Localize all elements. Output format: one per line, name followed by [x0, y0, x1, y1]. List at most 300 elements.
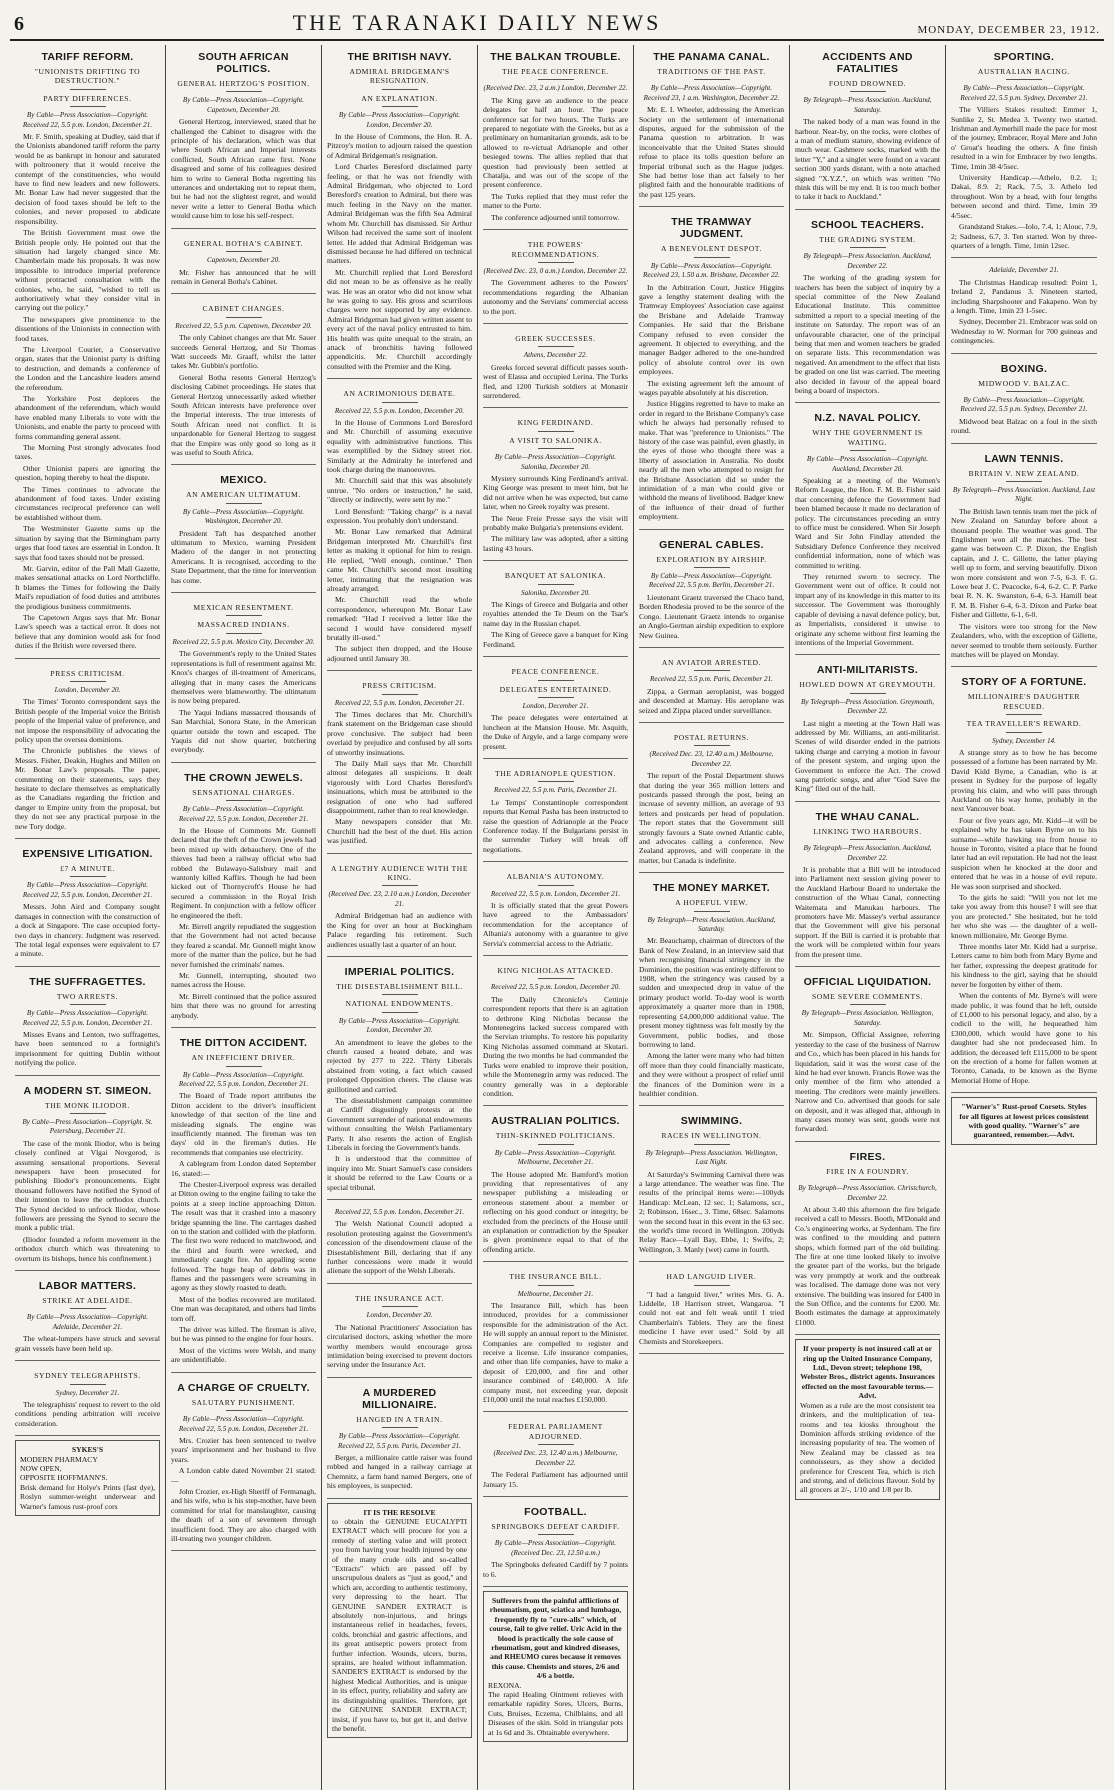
article-dateline: Received 22, 5.5 p.m. Paris, December 21.	[494, 786, 617, 795]
article	[639, 210, 784, 529]
article-paragraph: Four or five years ago, Mr. Kidd—it will be explained why he has taken Byrne on to his surname—while hawking tea from house to house in Toronto, visited a place that he found later had an evil reputation. He had not the least suspicion when he knocked at the door and entered that he was in a house of evil repute. He was soon surprised and shocked.	[951, 815, 1097, 891]
article-headline: THE CROWN JEWELS.	[184, 771, 303, 784]
article-headline: MEXICO.	[220, 474, 267, 487]
article-headline: A MODERN ST. SIMEON.	[23, 1084, 152, 1097]
article-subheading: STRIKE AT ADELAIDE.	[15, 1296, 160, 1309]
article-headline: THE PANAMA CANAL.	[653, 51, 770, 63]
advertisement-text: REXONA.	[488, 1680, 522, 1690]
advertisement-text: The rapid Healing Ointment relieves with remarkable rapidity Sores, Ulcers, Burns, Cuts, Bruises, Eczema, Chilblains, and all Diseases of the skin. Sold in triangular pots at 1s 6d and 3s. Obtainable everywhere.	[488, 1690, 623, 1737]
article-dateline: By Cable—Press Association—Copyright. London, December 20.	[338, 1016, 461, 1035]
article-headline: THE BALKAN TROUBLE.	[490, 51, 621, 63]
column	[790, 45, 946, 1790]
article-subheading: MILLIONAIRE'S DAUGHTER RESCUED.	[951, 692, 1097, 715]
article-subheading: FEDERAL PARLIAMENT ADJOURNED.	[483, 1422, 628, 1445]
article-subheading: HOWLED DOWN AT GREYMOUTH.	[795, 680, 940, 693]
article	[951, 447, 1097, 668]
article-subheading: AN INEFFICIENT DRIVER.	[171, 1053, 316, 1066]
article-subheading: BANQUET AT SALONIKA.	[483, 571, 628, 584]
article-paragraph: Speaking at a meeting of the Women's Reform League, the Hon. F. M. B. Fisher said that concerning defence the Government had been blamed because it made no declaration of policy. The circumstances preceding an entry to office must be considered. When Sir Joseph Ward and Sir John Findlay attended the Subsidiary Defence Conference they received confidential information, none of which was committed to writing.	[795, 476, 940, 570]
article-headline: THE BRITISH NAVY.	[347, 51, 452, 63]
article	[795, 970, 940, 1142]
advertisement-text: IT IS THE RESOLVE	[363, 1507, 436, 1517]
article	[15, 45, 160, 659]
article-paragraph: The existing agreement left the amount of wages payable absolutely at his discretion.	[639, 378, 784, 397]
article-paragraph: The disestablishment campaign committee at Cardiff disgustingly protests at the Government surrender of national endowments without consulting the Welsh Parliamentary Party. It also resents the action of English Liberals in forcing the Government's hands.	[327, 1095, 472, 1152]
article-dateline: Sydney, December 14.	[992, 736, 1056, 745]
article-dateline: By Cable—Press Association—Copyright. Melbourne, December 21.	[494, 1148, 617, 1167]
article-headline: ANTI-MILITARISTS.	[816, 664, 919, 677]
article-paragraph: Mr. Churchill said that this was absolutely untrue. "No orders or instruction," he said, "directly or indirectly, were sent by me."	[327, 476, 472, 505]
article-subheading: POSTAL RETURNS.	[639, 733, 784, 746]
article-paragraph: The British lawn tennis team met the pick of New Zealand on Saturday before about a thousand people. The weather was good. The Englishmen won all the matches. The best game was between C. P. Dixon, the English captain, and J. C. Gillette, the latter playing well up to form, and serving beautifully. Dixon won more consistent and won 7-5, 6-3. F. G. Lowe beat J. C. Peacocke, 6-4, 6-2. C. P. Parke beat R. N. K. Swanston, 6-4, 6-3. Hamill beat F. M. B. Fisher 6-4, 6-3. Dixon and Parke beat Fisher and Gillette, 6-1, 6-0.	[951, 506, 1097, 620]
article	[171, 1376, 316, 1552]
article-dateline: Received 22, 5.5 p.m. Mexico City, December 20.	[172, 637, 315, 646]
article-paragraph: Lord Beresford: "Taking charge" is a naval expression. You probably don't understand.	[327, 506, 472, 526]
article-subheading: GREEK SUCCESSES.	[483, 334, 628, 347]
article-paragraph: The King gave an audience to the peace delegates for half an hour. The peace conference sat for two hours. The Turks are prepared to negotiate with the Greeks, but as a preliminary on humanitarian grounds, ask to be allowed to re-victual Adrianople and other besieged towns. The allies replied that that question had previously been settled at Chatalja, and was out of the scope of the present conference.	[483, 95, 628, 190]
article-dateline: By Cable—Press Association—Copyright. Washington, December 20.	[182, 507, 305, 526]
article-paragraph: Mr. Fisher has announced that he will remain in General Botha's Cabinet.	[171, 267, 316, 286]
article-paragraph: Lord Charles Beresford disclaimed party feeling, or that he was not friendly with Admiral Bridgeman, who objected to Lord Beresford's creation to Admiral, but there was much feeling in the Navy on the matter. Admiral Bridgeman was the fifth Sea Admiral whom Mr. Churchill has dismissed. Sir Arthur Wilson had received the same sort of insolent letter. He added that Admiral Bridgeman was dismissed because he had differed on technical matters.	[327, 162, 472, 266]
article	[171, 468, 316, 593]
article-paragraph: Mr. Birrell angrily repudiated the suggestion that the Government had not acted because they feared a scandal. Mr. Gunnell might know more of the matter than the police, but he had never furnished the criminals' names.	[171, 922, 316, 969]
article-dateline: By Telegraph—Press Association. Auckland, Last Night.	[952, 486, 1096, 504]
article-paragraph: Mr. Gunnell, interrupting, shouted two names across the House.	[171, 971, 316, 990]
article-dateline: (Received Dec. 23, 12.40 a.m.) Melbourne, December 22.	[493, 1449, 618, 1467]
article-subheading: THE PEACE CONFERENCE.	[483, 67, 628, 80]
article-paragraph: They returned sworn to secrecy. The Government went out of office. It could not impart any of its knowledge in this matter to its successor. The Government was thoroughly capable of devising a naval defence policy, but, as Imperialists, considered it unwise to originate any scheme without first learning the intentions of the Imperial Government.	[795, 572, 940, 647]
article-subheading: LINKING TWO HARBOURS.	[795, 827, 940, 840]
article-paragraph: The Chronicle publishes the views of Messrs. Fisher, Deakin, Hughes and Millen on Mr. Bonar Law's proposals. The paper, commenting on their statements, says they hesitate to declare themselves as emphatically as the Canadians regarding the friction and danger to Empire unity from the proposal, but they do not see any practical purpose in the new Tory dodge.	[15, 746, 160, 831]
article-headline: STORY OF A FORTUNE.	[961, 676, 1087, 689]
article-subheading: £7 A MINUTE.	[15, 864, 160, 877]
article	[639, 1109, 784, 1262]
article-dateline: By Cable—Press Association—Copyright. Received 22, 5.5 p.m. London, December 21.	[22, 111, 153, 129]
article	[15, 970, 160, 1076]
article	[171, 232, 316, 295]
article	[483, 411, 628, 561]
article-subheading: PEACE CONFERENCE.	[483, 667, 628, 680]
article	[171, 45, 316, 229]
article-paragraph: Most of the bodies recovered are mutilated. One man was decapitated, and others had limbs torn off.	[171, 1294, 316, 1323]
article	[639, 651, 784, 723]
article-headline: FOOTBALL.	[524, 1505, 587, 1518]
article-paragraph: Misses Evans and Lenton, two suffragettes, have been sentenced to a fortnight's imprisonment for quitting Dublin without notifying the police.	[15, 1029, 160, 1068]
article	[951, 357, 1097, 444]
article-subheading: HAD LANGUID LIVER.	[639, 1272, 784, 1285]
advertisement	[951, 1097, 1097, 1145]
article-paragraph: Messrs. John Aird and Company sought damages in connection with the construction of a dock at Singapore. The case occupied forty-two days in chancery. Judgment was reserved. The total legal expenses were equivalent to £7 a minute.	[15, 902, 160, 959]
article-subheading: SOME SEVERE COMMENTS.	[795, 992, 940, 1005]
article-paragraph: The Christmas Handicap resulted: Point 1, Ireland 2, Pandanus 3. Nineteen started, including Sharpshooter and Fakapeno. Won by a length. Time, 1min 23 1-5sec.	[951, 277, 1097, 315]
article	[327, 1203, 472, 1284]
article-paragraph: Mrs. Crozier has been sentenced to twelve years' imprisonment and her husband to five years.	[171, 1435, 316, 1464]
article-headline: SOUTH AFRICAN POLITICS.	[198, 51, 289, 75]
article-paragraph: Many newspapers consider that Mr. Churchill had the best of the duel. His action was justified.	[327, 817, 472, 846]
article-headline: THE DITTON ACCIDENT.	[179, 1037, 308, 1050]
article-subheading: AUSTRALIAN RACING.	[951, 67, 1097, 80]
article-paragraph: John Crozier, ex-High Sheriff of Fermanagh, and his wife, who is his step-mother, have been committed for trial for manslaughter, causing the death of a son of seventeen through insufficient food. They are also charged with ill-treating two younger children.	[171, 1486, 316, 1543]
article-paragraph: Mr. Churchill read the whole correspondence, whereupon Mr. Bonar Law remarked: "Had I received a letter like the second I would have considered myself brutally ill-used."	[327, 595, 472, 642]
article-paragraph: The Villiers Stakes resulted: Emmer 1, Sunlike 2, St. Medea 3. Twenty two started. Irishman and Aymerhill made the pace for most of the journey, Embracer, Royal Mere and John o' Groat's heading the others. A fine finish resulted in a win for Embracer by two lengths. Time, 1min 38 4/5sec.	[951, 105, 1097, 171]
article-headline: BOXING.	[1000, 362, 1048, 375]
article	[951, 45, 1097, 258]
article-dateline: By Cable—Press Association—Copyright. Received 22, 5.5 p.m. London, December 21.	[22, 881, 153, 899]
article-subheading: AN ACRIMONIOUS DEBATE.	[327, 389, 472, 402]
article-dateline: (Received Dec. 23, 0 a.m.) London, December 22.	[483, 266, 628, 275]
article	[639, 1265, 784, 1354]
article-headline: SCHOOL TEACHERS.	[810, 218, 925, 231]
article-paragraph: The visitors were too strong for the New Zealanders, who, with the exception of Gillette, never seemed to trouble them seriously. Further matches will be played on Monday.	[951, 621, 1097, 659]
article-dateline: By Cable—Press Association—Copyright. Received 23, 1.50 a.m. Brisbane, December 22.	[643, 261, 780, 280]
column	[10, 45, 166, 1790]
article-dateline: By Cable—Press Association—Copyright. St. Petersburg, December 21.	[22, 1117, 153, 1136]
article-subheading: FOUND DROWNED.	[795, 79, 940, 92]
article-paragraph: The Board of Trade report attributes the Ditton accident to the driver's insufficient knowledge of that section of the line and misleading signals. The engine was insufficiently manned. The fireman was ten days' old in the fireman's duties. He recommends that companies use electricity.	[171, 1091, 316, 1157]
article-dateline: Received 22, 5.5 p.m. London, December 21.	[334, 1208, 465, 1217]
article-dateline: London, December 20.	[54, 685, 121, 694]
article-paragraph: The Times' Toronto correspondent says the British people of the Imperial voice the British people of the Imperial value of preference, and not impose the responsibility of advocating the policy upon the oversea dominions.	[15, 697, 160, 744]
article-paragraph: Other Unionist papers are ignoring the question, hoping thereby to heal the dispute.	[15, 463, 160, 483]
article-headline: FIRES.	[849, 1150, 886, 1163]
article-paragraph: Mr. Beauchamp, chairman of directors of the Bank of New Zealand, in an interview said that when recognising financial stringency in the Dominion, the position was entirely different to 1908, when the stringency was caused by a sudden and unexpected drop in value of the primary product world. To-day wool is worth approximately a quarter more than in 1908, representing £4,000,000 additional value. The present money tightness was felt mostly by the Government, public bodies, and those borrowing to land.	[639, 936, 784, 1049]
article-paragraph: The Turks replied that they must refer the matter to the Porte.	[483, 191, 628, 211]
article-paragraph: The working of the grading system for teachers has been the subject of inquiry by a special committee of the New Zealand Educational Institute. This committee submitted a report to a special meeting of the institute on Saturday. The report was of an unfavourable character, one of the principal being that men and women teachers be graded on separate lists. This recommendation was negatived. An amendment to the effect that lists be graded on one list was carried. The meeting also decided in favour of the appeal board being a board of inspectors.	[795, 273, 940, 395]
article-headline: THE WHAU CANAL.	[815, 810, 920, 823]
article-paragraph: President Taft has despatched another ultimatum to Mexico, warning President Madero of the danger in not protecting Americans. It is recognised, according to the State Department, that the time for intervention has come.	[171, 528, 316, 585]
article	[483, 865, 628, 956]
article-subheading: PRESS CRITICISM.	[327, 681, 472, 694]
article-subheading: ALBANIA'S AUTONOMY.	[483, 872, 628, 885]
article	[15, 662, 160, 840]
article-paragraph: Justice Higgins regretted to have to make an order in regard to the Brisbane Company's case which he always had personally refused to make. That was "preference to Unionists." The history of the case was painful, even ghastly, in the eyes of those who thought there was a liberty of association in Australia. No doubt nearly all the men who attempted to resign for the Brisbane Association did so under the intimidation of a man who could give or withhold the means of livelihood. Badger knew of the influence of their dread of further employment.	[639, 399, 784, 522]
article-subheading: CABINET CHANGES.	[171, 304, 316, 317]
article-paragraph: The driver was killed. The fireman is alive, but he was pinned to the engine for four hours.	[171, 1325, 316, 1344]
article	[795, 213, 940, 404]
article-subheading: THE ADRIANOPLE QUESTION.	[483, 769, 628, 782]
article-paragraph: In the Arbitration Court, Justice Higgins gave a lengthy statement dealing with the Tramway Employees' Association case against the Brisbane and Adelaide Tramway Companies. He said that the Brisbane Company refused to even consider the agreement. It objected to everything, and the manager Badger adhered to the one-hundred policy of absolute control over its own employees.	[639, 282, 784, 377]
article-paragraph: The Daily Chronicle's Cettinje correspondent reports that there is an agitation to dethrone King Nicholas because the Montenegrins lacked success compared with the Servian triumphs. To restore his popularity King Nicholas assumed command at Skutari. During the two months he had commanded the Turks were enabled to improve their position, while the Montenegrin army was reduced. The country generally was in a deplorable condition.	[483, 994, 628, 1098]
article	[639, 876, 784, 1106]
article-headline: A CHARGE OF CRUELTY.	[177, 1381, 310, 1394]
article-paragraph: Grandstand Stakes.—Iolo, 7.4, 1; Alouc, 7.9, 2; Sadness, 6.7, 3. Ten started. Won by three-quarters of a length. Time, 1min 12sec.	[951, 222, 1097, 250]
article-paragraph: The Government's reply to the United States representations is full of resentment against Mr. Knox's charges of ill-treatment of Americans, alleging that in many cases the Americans themselves were blameworthy. The ultimatum is now being prepared.	[171, 649, 316, 706]
article-dateline: By Telegraph—Press Association. Auckland, December 22.	[803, 844, 932, 862]
article	[327, 382, 472, 671]
article-dateline: London, December 20.	[366, 1311, 433, 1320]
article	[171, 766, 316, 1028]
article	[795, 45, 940, 210]
article	[483, 762, 628, 862]
article-headline: LABOR MATTERS.	[38, 1280, 137, 1293]
article-paragraph: The House adopted Mr. Bamford's motion providing that representatives of any newspaper publishing a misleading or erroneous statement about a member or reflecting on his good conduct or integrity, be excluded from the precincts of the House until an explanation or contradiction by the Speaker is given prominence equal to that of the offending article.	[483, 1169, 628, 1254]
article	[795, 1145, 940, 1336]
article-dateline: Melbourne, December 21.	[517, 1289, 594, 1298]
article-dateline: By Cable—Press Association—Copyright. Received 22, 5.5 p.m. London, December 21.	[178, 1415, 309, 1433]
article-paragraph: The Yaqui Indians massacred thousands of San Marchial, Sonora State, in the American quarter outside the town and escaped. The Yaquis did not show quarter, butchering everybody.	[171, 707, 316, 755]
advertisement-text: NOW OPEN,	[20, 1463, 62, 1473]
article-paragraph: The peace delegates were entertained at luncheon at the Mansion House. Mr. Asquith, the Duke of Argyle, and a large company were present.	[483, 713, 628, 751]
article	[483, 1500, 628, 1587]
article-dateline: Received 22, 5.5 p.m. Paris, December 21.	[650, 675, 773, 684]
article-paragraph: It is understood that the committee of inquiry into Mr. Stuart Samuel's case considers it should be referred to the Law Courts or a special tribunal.	[327, 1154, 472, 1192]
article-paragraph: The Welsh National Council adopted a resolution protesting against the Government's concession of the disendowment clause of the Disestablishment Bill, declaring that if any further concessions were made it would alienate the support of the Welsh Liberals.	[327, 1219, 472, 1276]
column	[166, 45, 322, 1790]
article-subheading: A LENGTHY AUDIENCE WITH THE KING.	[327, 864, 472, 887]
article	[483, 233, 628, 324]
article-dateline: (Received Dec. 23, 2 a.m.) London, December 22.	[483, 84, 628, 93]
article-subheading: SALUTARY PUNISHMENT.	[171, 1398, 316, 1411]
article-subheading: AN AVIATOR ARRESTED.	[639, 658, 784, 671]
article-paragraph: To the girls he said: "Will you not let me take you away from this house? I will see that you are protected." She hesitated, but he told her who she was — the daughter of a well-known millionaire, Mr. George Byrne.	[951, 893, 1097, 940]
article	[951, 670, 1097, 1093]
article	[639, 726, 784, 873]
article-headline: EXPENSIVE LITIGATION.	[22, 848, 153, 861]
article-headline: OFFICIAL LIQUIDATION.	[803, 976, 932, 989]
article-subheading: GENERAL HERTZOG'S POSITION.	[171, 79, 316, 92]
article-dateline: Adelaide, December 21.	[989, 266, 1059, 275]
article-subheading: DELEGATES ENTERTAINED.	[483, 685, 628, 698]
article-paragraph: The Times continues to advocate the abandonment of food taxes. Under existing circumstances reciprocal preference can well be established without them.	[15, 484, 160, 522]
article-subheading: THE INSURANCE BILL.	[483, 1272, 628, 1285]
article-subheading: THE INSURANCE ACT.	[327, 1294, 472, 1307]
article-headline: ACCIDENTS AND FATALITIES	[822, 51, 913, 75]
advertisement-text: OPPOSITE HOFFMANN'S.	[20, 1473, 108, 1483]
article-paragraph: Berger, a millionaire cattle raiser was found robbed and hanged in a railway carriage at Chemnitz, a farm hand named Bergers, one of his employees, is suspected.	[327, 1452, 472, 1491]
article-dateline: By Telegraph—Press Association. Auckland, Saturday.	[803, 96, 932, 114]
article-subheading: MEXICAN RESENTMENT.	[171, 603, 316, 616]
article-dateline: Sydney, December 21.	[55, 1388, 120, 1397]
article-paragraph: An amendment to leave the glebes to the church caused a heated debate, and was rejected by 277 to 222. Thirty Liberals abstained from voting, a fact which caused prolonged Opposition cheers. The clause was guillotined and carried.	[327, 1037, 472, 1094]
article-subheading: NATIONAL ENDOWMENTS.	[327, 999, 472, 1012]
article-paragraph: Last night a meeting at the Town Hall was addressed by Mr. Williams, an anti-militarist. Scenes of wild disorder ended in the patriots taking charge and carrying a motion in favour of the present system, and urging upon the Government to enforce the Act. The crowd sang patriotic songs, and after "God Save the King" filed out of the hall.	[795, 718, 940, 794]
article	[327, 960, 472, 1200]
column	[634, 45, 790, 1790]
article-headline: LAWN TENNIS.	[984, 452, 1064, 465]
article-dateline: By Cable—Press Association—Copyright. Received 22, 5.5 p.m. London, December 21.	[178, 805, 309, 823]
advertisement-text: SYKES'S	[71, 1445, 104, 1455]
column-container	[10, 45, 1104, 1790]
article-dateline: Received 22, 5.5 p.m. London, December 20.	[490, 983, 621, 992]
article	[171, 297, 316, 465]
article-dateline: By Cable—Press Association—Copyright. Salonika, December 20.	[494, 453, 617, 471]
article-dateline: London, December 21.	[522, 701, 589, 710]
article	[795, 406, 940, 655]
article-paragraph: The case of the monk Iliodor, who is being closely confined at Vlgai Novgorod, is assuming sensational proportions. Several newspapers have been prosecuted for publishing Iliodor's pronouncements. Eight thousand followers have notified the Synod of their intention to leave the orthodox church. The Synod decided to unfrock Iliodor, whose followers are pressing the Synod to secure the monk a public trial.	[15, 1138, 160, 1233]
article-paragraph: Mr. Bonar Law remarked that Admiral Bridgeman interpreted Mr. Churchill's first letter as making it optional for him to resign. He replied, "Well enough, continue." Then came Mr. Churchill's second most insulting letter, intimating that the resignation was already arranged.	[327, 527, 472, 593]
article-paragraph: The Chester-Liverpool express was derailed at Ditton owing to the engine failing to take the points at a steep incline approaching Ditton. The result was that it crashed into a masonry bridge spanning the line. The carriages dashed on to the station and collided with the platform. The first two were reduced to matchwood, and the third and fourth were wrecked, and immediately caught fire. An appalling scene followed. The huge heap of debris was in flames and the passengers were screaming in agony as they slowly roasted to death.	[171, 1179, 316, 1293]
article-paragraph: A cablegram from London dated September 16, stated:—	[171, 1159, 316, 1178]
article-subheading: TRADITIONS OF THE PAST.	[639, 67, 784, 80]
article-paragraph: In the House of Commons Mr. Gunnell declared that the theft of the Crown jewels had been mixed up with debauchery. One of the thieves had been a railway official who had robbed the Bulawayo-Salisbury mail and wantonly killed Kaffirs. Though he had been kicked out of Thornycroft's House he had secured a commission in the Royal Irish Regiment. In conjunction with a fellow officer he engineered the theft.	[171, 825, 316, 920]
article-paragraph: "I had a languid liver," writes Mrs. G. A. Liddelle, 18 Harrison street, Wangaroa. "I could not eat and felt weak until I tried Chamberlain's Tablets. They are the finest medicine I have ever used." Sold by all Chemists and Storekeepers.	[639, 1289, 784, 1346]
article	[951, 261, 1097, 353]
article-paragraph: Sydney, December 21. Embracer was sold on Wednesday to W. Norman for 700 guineas and contingencies.	[951, 317, 1097, 346]
article	[171, 1031, 316, 1373]
article-paragraph: University Handicap.—Athelo, 0.2. 1; Dakai, 8.9. 2; Rack, 7.5, 3. Athelo led throughout. Won by a head, with four lengths between second and third. Time, 1min 39 4/5sec.	[951, 173, 1097, 220]
article-paragraph: The wheat-lumpers have struck and several grain vessels have been held up.	[15, 1334, 160, 1353]
advertisement-text: to obtain the GENUINE EUCALYPTI EXTRACT which will procure for you a remedy of sterling value and will protect you from having your health injured by one of the many crude oils and so-called "Extracts" which are passed off by unscrupulous dealers as "just as good," and which are, according to authentic testimony, very depressing to the heart. The GENUINE SANDER EXTRACT is absolutely non-injurious, and brings instantaneous relief in headaches, fevers, colds, bronchial and gastric affections, and its great antiseptic powers protect from further infection. Wounds, ulcers, burns, sprains, are healed without inflammation. SANDER'S EXTRACT is endorsed by the highest Medical Authorities, and is unique in its effect, purity, reliability and safety are its distinguishing qualities. Therefore, get the GENUINE SANDER EXTRACT; insist, if you have to, but get it, and derive the benefit.	[332, 1516, 467, 1733]
article-paragraph: Mr. F. Smith, speaking at Dudley, said that if the Unionists abandoned tariff reform the party would be as bankrupt in honour and saturated with poltroonery that it would receive the contempt of the constituencies, who would have to find new leaders and new followers. Mr. Bonar Law had never suggested that the decision of food taxes should be left to the colonies, and never proposed to abdicate responsibility.	[15, 132, 160, 226]
article	[15, 1079, 160, 1272]
article-paragraph: Zippa, a German aeroplanist, was bogged and descended at Marnay. His aeroplane was seized and Zippa placed under surveillance.	[639, 686, 784, 715]
article-subheading: ADMIRAL BRIDGEMAN'S RESIGNATION.	[327, 67, 472, 90]
article-subheading: AN AMERICAN ULTIMATUM.	[171, 490, 316, 503]
article-dateline: By Cable—Press Association—Copyright. Received 22, 5.5 p.m. London, December 21.	[178, 1070, 309, 1088]
article-subheading: HANGED IN A TRAIN.	[327, 1415, 472, 1428]
article-paragraph: The report of the Postal Department shows that during the year 365 million letters and postcards passed through the post, being an increase of seventy million, an average of 93 letters and postcards per head of population. The report states that the Government still strongly favours a State owned Atlantic cable, and advocates calling a conference. New Zealand approves, and will cooperate in the matter, but Canada is indefinite.	[639, 771, 784, 865]
article-paragraph: Admiral Bridgeman had an audience with the King for over an hour at Buckingham Palace regarding his retirement. Such audiences usually last a quarter of an hour.	[327, 911, 472, 949]
article-paragraph: In the House of Commons, the Hon. R. A. Pitzroy's motion to adjourn raised the question of Admiral Bridgeman's resignation.	[327, 132, 472, 160]
article-subheading: A VISIT TO SALONIKA.	[483, 436, 628, 449]
article-paragraph: It is officially stated that the great Powers have agreed to the Ambassadors' recommendation for the acceptance of Albania's autonomy with a guarantee to give Servia's commercial access to the Adriatic.	[483, 901, 628, 948]
column	[322, 45, 478, 1790]
article-paragraph: Three months later Mr. Kidd had a surprise. Letters came to him both from Mary Byrne and her father, expressing the deepest gratitude for his kindness to the girl, saying that he should never be forgotten by either of them.	[951, 942, 1097, 989]
article-subheading: PARTY DIFFERENCES.	[15, 94, 160, 107]
article-dateline: (Received Dec. 23, 12.40 a.m.) Melbourne, December 22.	[649, 750, 774, 768]
article-dateline: By Cable—Press Association—Copyright. London, December 20.	[338, 111, 461, 129]
article-paragraph: The conference adjourned until tomorrow.	[491, 212, 620, 222]
article	[327, 857, 472, 957]
article	[795, 658, 940, 801]
article	[15, 842, 160, 967]
article	[483, 564, 628, 657]
article-paragraph: Greeks forced several difficult passes south-west of Elassa and occupied Lerina. The Turks fled, and 1200 Turkish soldiers at Monastir surrendered.	[483, 362, 628, 400]
article-paragraph: The Westminster Gazette sums up the situation by saying that the Birmingham party urges that food taxes are essential in London. It says that food taxes should not be pressed.	[15, 524, 160, 562]
article-headline: THE TRAMWAY JUDGMENT.	[671, 216, 752, 241]
advertisement	[483, 1591, 628, 1742]
article-headline: SPORTING.	[993, 51, 1055, 63]
article	[327, 674, 472, 854]
article	[327, 1381, 472, 1499]
article-paragraph: The Springboks defeated Cardiff by 7 points to 6.	[483, 1560, 628, 1579]
article	[483, 959, 628, 1106]
article-paragraph: The subject then dropped, and the House adjourned until January 30.	[327, 644, 472, 663]
article-dateline: By Cable—Press Association—Copyright. (Received Dec. 23, 12.50 a.m.)	[494, 1539, 617, 1557]
article-paragraph: The Daily Mail says that Mr. Churchill almost delegates all suspicions. It dealt vigorously with Lord Charles Beresford's insinuations, which must be attributed to the resignation of one who had suffered disappointment, rather than to real knowledge.	[327, 759, 472, 816]
article-paragraph: In the House of Commons Lord Beresford and Mr. Churchill of assuming executive equality with administrative functions. This was exemplified by the Sidney street riot. Similarly at the Admiralty he interfered and took charge during the manoeuvres.	[327, 418, 472, 475]
article-dateline: By Cable—Press Association—Copyright. Received 23, 1 a.m. Washington, December 22.	[643, 84, 780, 102]
article	[483, 1265, 628, 1412]
article-subheading: THE MONK ILIODOR.	[15, 1101, 160, 1114]
article-paragraph: Mr. E. I. Wheeler, addressing the American Society on the settlement of international disputes, argued for the submission of the Panama question to arbitration. It was inconceivable that the United States should refuse to place its tolls question before an Imperial tribunal such as the Hague judges. She had better lose than act falsely to her plighted faith and the honourable traditions of the past 125 years.	[639, 105, 784, 199]
advertisement-text: Sufferers from the painful afflictions of rheumatism, gout, sciatica and lumbago, frequently fly to "cure-alls" which, of course, fail to give relief. Uric Acid in the blood is practically the sole cause of rheumatism, gout and kindred diseases, and RHEUMO cures because it removes this cause. Chemists and stores, 2/6 and 4/6 a bottle.	[489, 1595, 622, 1681]
article-paragraph: The telegraphists' request to revert to the old conditions pending arbitration will receive consideration.	[15, 1399, 160, 1428]
article	[483, 660, 628, 759]
article-subheading: THIN-SKINNED POLITICIANS.	[483, 1131, 628, 1144]
article-subheading: EXPLORATION BY AIRSHIP.	[639, 555, 784, 568]
article-subheading: TWO ARRESTS.	[15, 992, 160, 1005]
article-dateline: By Telegraph—Press Association. Wellington, Saturday.	[801, 1009, 934, 1027]
article-paragraph: The Insurance Bill, which has been introduced, provides for a commissioner responsible for the administration of the Act. He will supply an annual report to the Minister. Companies are compelled to register and receive a license. Life insurance companies, and other than life companies, have to make a deposit of £20,000, and fire and other insurance combined of £40,000. A life company must, not exceeding year, deposit £10,000 until the total reaches £150,000.	[483, 1301, 628, 1405]
advertisement	[795, 1339, 940, 1500]
article-subheading: THE POWERS' RECOMMENDATIONS.	[483, 240, 628, 263]
article-paragraph: Lieutenant Graetz traversed the Chaco band, Borden Rhodesia proved to be the source of the Congo. Lieutenant Graetz intends to organise an Anglo-German airship expedition to explore New Guinea.	[639, 592, 784, 640]
column	[478, 45, 634, 1790]
article-dateline: (Received Dec. 23, 2.10 a.m.) London, December 21.	[328, 890, 471, 908]
article-headline: SWIMMING.	[680, 1115, 743, 1128]
article-subheading: SENSATIONAL CHARGES.	[171, 788, 316, 801]
article-paragraph: Mr. Churchill replied that Lord Beresford did not mean to be as offensive as he really was. He was an orator who did not know what he was going to say. His gross and scurrilous charges were not supported by any evidence. Admiral Bridgeman had given written assent to every act of the naval policy entrusted to him. His health was quite unequal to the strain, an attack of bronchitis having followed appendicitis. Mr. Churchill accordingly consulted with the Premier and the King.	[327, 267, 472, 371]
article-paragraph: The Yorkshire Post deplores the abandonment of the referendum, which would have enabled many Liberals to vote with the Unionists, and enable the party to proceed with forms commanding general assent.	[15, 394, 160, 441]
article-paragraph: Le Temps' Constantinople correspondent reports that Kemal Pasha has been instructed to raise the question of Adrianople at the Peace Conference today. If the Bulgarians persist in the surrender Turkey will break off negotiations.	[483, 797, 628, 854]
article-headline: IMPERIAL POLITICS.	[344, 965, 455, 978]
article-paragraph: The newspapers give prominence to the dissentions of the Unionists in connection with food taxes.	[15, 314, 160, 343]
article-subheading: KING NICHOLAS ATTACKED.	[483, 966, 628, 979]
article-headline: A MURDERED MILLIONAIRE.	[362, 1386, 437, 1411]
article-paragraph: The Times declares that Mr. Churchill's frank statement on the Bridgeman case should prove conclusive. The subject had been overlaid by prejudice and confused by all sorts of unworthy insinuations.	[327, 709, 472, 757]
article-dateline: Received 22, 5.5 p.m. Capetown, December 20.	[175, 321, 312, 330]
article	[15, 1364, 160, 1436]
article-dateline: Received 22, 5.5 p.m. London, December 20.	[334, 406, 465, 415]
article	[795, 805, 940, 967]
article	[171, 596, 316, 763]
advertisement-text: Women as a rule are the most consistent tea drinkers, and the multiplication of tea-rooms and tea kiosks throughout the Dominion affords striking evidence of the increasing popularity of tea. The women of New Zealand may be classed as tea connoisseurs, as they show a decided preference for Crescent Tea, which is rich and strong, and of delicious flavour. Sold by all grocers at 2/-, 1/10 and 1/8 per lb.	[800, 1400, 935, 1495]
advertisement-text: If your property is not insured call at or ring up the United Insurance Company, Ltd., Devon street; telephone 198, Webster Bros., district agents. Insurances effected on the most favourable terms.—Advt.	[800, 1344, 935, 1401]
article-dateline: By Cable—Press Association—Copyright. Received 22, 5.5 p.m. London, December 21.	[22, 1009, 153, 1027]
article	[639, 45, 784, 207]
article-subheading: AN EXPLANATION.	[327, 94, 472, 107]
article-paragraph: Mr. Garvin, editor of the Pall Mall Gazette, makes sensational attacks on Lord Northcliffe. It blames the Times for following the Daily Mail's repudiation of food duties and attributes the prodigious business commitments.	[15, 563, 160, 611]
article-paragraph: Mystery surrounds King Ferdinand's arrival. King George was present to meet him, but he did not arrive when he was expected, but came later, when no Greek royalty was present.	[483, 474, 628, 512]
article-dateline: By Telegraph—Press Association. Christchurch, December 22.	[798, 1184, 937, 1202]
article-paragraph: Among the latter were many who had bitten off more than they could financially masticate, and they were without a prospect of relief until the finances of the Dominion were in a healthier condition.	[639, 1051, 784, 1098]
article-headline: THE SUFFRAGETTES.	[29, 975, 146, 988]
article	[483, 1109, 628, 1262]
article-subheading: SYDNEY TELEGRAPHISTS.	[15, 1371, 160, 1384]
article-paragraph: The naked body of a man was found in the harbour. Near-by, on the rocks, were clothes of a man of medium stature, showing evidence of much wear. Cashmere socks, marked with the letter "Y," and a singlet were found on a vacant section 300 yards distant, with a note attached signed "X.Y.Z.", on which was written "No think this will be my end. It is too much bother to take it back to Auckland."	[795, 117, 940, 202]
article-subheading: MIDWOOD V. BALZAC.	[951, 379, 1097, 392]
article-paragraph: The only Cabinet changes are that Mr. Sauer succeeds General Hertzog, and Sir Thomas Watt succeeds Mr. Graaff, whilst the latter takes Mr. Gubbin's portfolio.	[171, 333, 316, 371]
advertisement-text: "Warner's" Rust-proof Corsets. Styles for all figures at lowest prices consistent with good quality. "Warner's" are guaranteed, remember.—Advt.	[959, 1102, 1089, 1140]
article-dateline: By Telegraph—Press Association. Auckland, December 22.	[803, 252, 932, 270]
article	[15, 1274, 160, 1361]
article	[483, 45, 628, 230]
article-paragraph: The military law was adopted, after a sitting lasting 43 hours.	[483, 534, 628, 553]
article-paragraph: At about 3.40 this afternoon the fire brigade received a call to Messrs. Booth, M'Donald and Co.'s engineering works, at Sydenham. The fire was confined to the moulding and pattern shops, which formed part of the old building. The fire at one time looked likely to involve the greater part of the works, but the brigade was very promptly at work and the outbreak was localised. The damage done was not very extensive. The building was insured for £400 in the Sun Office, and the contents for £200. Mr. Booth estimates the damage at approximately £1000.	[795, 1204, 940, 1327]
article-paragraph: A strange story as to how he has become possessed of a fortune has been narrated by Mr. David Kidd Byrne, a Canadian, who is at present in Sydney for the purpose of legally proving his claim, and who will pass through Auckland on his way home, probably in the next Vancouver boat.	[951, 747, 1097, 814]
article-subheading: A BENEVOLENT DESPOT.	[639, 244, 784, 257]
article	[327, 1287, 472, 1378]
article-dateline: By Cable—Press Association—Copyright. Received 22, 5.5 p.m. Berlin, December 21.	[648, 572, 775, 590]
article-headline: THE MONEY MARKET.	[653, 882, 770, 895]
article-dateline: By Telegraph—Press Association. Auckland, Saturday.	[647, 915, 776, 934]
article-headline: N.Z. NAVAL POLICY.	[814, 412, 921, 425]
article	[639, 533, 784, 648]
newspaper-title: THE TARANAKI DAILY NEWS	[292, 10, 662, 35]
article-paragraph: The Kings of Greece and Bulgaria and other royalties attended the Te Deum on the Tsar's name day in the Russian chapel.	[483, 600, 628, 628]
article-paragraph: Mr. Birrell continued that the police assured him that there was no ground for arresting anybody.	[171, 991, 316, 1020]
advertisement	[327, 1503, 472, 1739]
article-dateline: Athens, December 22.	[523, 351, 588, 360]
advertisement-text: Brisk demand for Holye's Prints (fast dye), Roslyn summer-weight underwear and Warner's famous rust-proof cors	[20, 1482, 155, 1511]
article-subheading: GENERAL BOTHA'S CABINET.	[171, 239, 316, 252]
article-paragraph: Most of the victims were Welsh, and many are unidentifiable.	[171, 1345, 316, 1365]
article-subheading: TEA TRAVELLER'S REWARD.	[951, 719, 1097, 732]
article-subheading: A HOPEFUL VIEW.	[639, 898, 784, 911]
article-paragraph: The Liverpool Courier, a Conservative organ, states that the Unionist party is drifting to destruction, and demands a conference of the London and the Lancashire leaders amend the referendum.	[15, 344, 160, 392]
issue-date: MONDAY, DECEMBER 23, 1912.	[917, 24, 1100, 36]
article-dateline: By Cable—Press Association—Copyright. Capetown, December 20.	[182, 96, 305, 114]
article-subheading: PRESS CRITICISM.	[15, 669, 160, 682]
article-dateline: By Telegraph—Press Association. Greymouth, December 22.	[800, 697, 935, 716]
article-paragraph: The Federal Parliament has adjourned until January 15.	[483, 1470, 628, 1489]
article-dateline: By Cable—Press Association—Copyright. Adelaide, December 21.	[26, 1313, 149, 1331]
article-paragraph: A London cable dated November 21 stated:—	[171, 1466, 316, 1485]
article-subheading: KING FERDINAND.	[483, 418, 628, 431]
article-paragraph: Mr. Simpson, Official Assignee, referring yesterday to the case of the business of Narrow and Co., which has been placed in his hands for liquidation, said it was the worst case of the kind he had ever known. Francis Rowe was the only member of the firm who attended a meeting. The creditors were mainly jewellers. Narrow and Co. advertised that goods for sale on deposit, and it was alleged that, although in many cases money was sent, goods were not forwarded.	[795, 1030, 940, 1134]
article	[483, 1415, 628, 1496]
